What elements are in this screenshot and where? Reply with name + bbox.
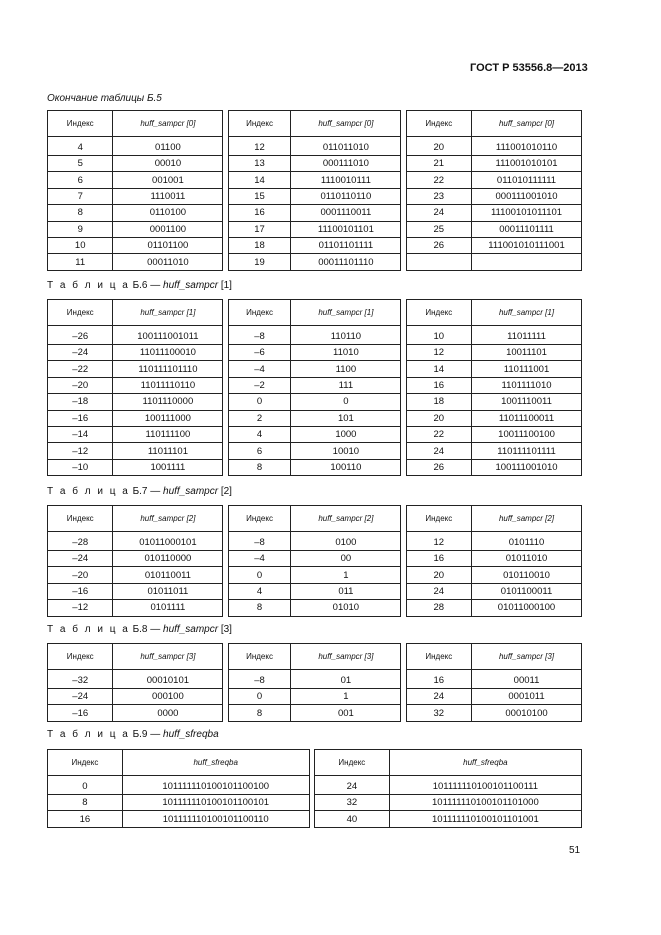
column-header-code: huff_sampcr [3] xyxy=(291,644,401,670)
cell-code: 1 xyxy=(291,689,401,705)
cell-index: –24 xyxy=(48,551,113,567)
cell-code: 1110011 xyxy=(113,188,223,204)
cell-index: –28 xyxy=(48,532,113,551)
cell-code: 110111001 xyxy=(472,361,582,377)
cell-index: 10 xyxy=(406,326,471,345)
table-row xyxy=(48,221,582,237)
cell-index: –8 xyxy=(228,670,291,689)
caption-b6-prefix: Т а б л и ц а xyxy=(47,280,130,291)
cell-index: 7 xyxy=(48,188,113,204)
cell-code: 01010 xyxy=(291,600,401,616)
cell-code: 00010101 xyxy=(113,670,223,689)
cell-index: 12 xyxy=(406,345,471,361)
cell-code: 011010111111 xyxy=(472,172,582,188)
table-row xyxy=(48,394,582,410)
column-header-index: Индекс xyxy=(314,750,389,776)
table-row xyxy=(48,443,582,459)
table-row xyxy=(48,237,582,253)
cell-code: 01101100 xyxy=(113,237,223,253)
column-header-index: Индекс xyxy=(228,506,291,532)
cell-index: 32 xyxy=(406,705,471,721)
cell-index: 12 xyxy=(406,532,471,551)
table-row xyxy=(48,583,582,599)
cell-code: 01011011 xyxy=(113,583,223,599)
table-row xyxy=(48,689,582,705)
cell-code: 0110110110 xyxy=(291,188,401,204)
cell-code: 11011101 xyxy=(113,443,223,459)
cell-index: 13 xyxy=(228,156,291,172)
cell-code: 01100 xyxy=(113,137,223,156)
cell-code: 0 xyxy=(291,394,401,410)
cell-index: 14 xyxy=(406,361,471,377)
column-header-code: huff_sampcr [1] xyxy=(113,300,223,326)
cell-code: 00010100 xyxy=(472,705,582,721)
caption-b9-num: Б.9 — xyxy=(132,729,161,740)
cell-index: 8 xyxy=(228,600,291,616)
cell-index: –14 xyxy=(48,426,113,442)
cell-index: –22 xyxy=(48,361,113,377)
caption-b7-prefix: Т а б л и ц а xyxy=(47,486,130,497)
cell-code: 11011100010 xyxy=(113,345,223,361)
caption-b6 xyxy=(47,280,232,291)
cell-code: 00011 xyxy=(472,670,582,689)
caption-b8-prefix: Т а б л и ц а xyxy=(47,624,130,635)
cell-code: 010110011 xyxy=(113,567,223,583)
cell-index: –6 xyxy=(228,345,291,361)
cell-code: 11011111 xyxy=(472,326,582,345)
cell-code: 011011010 xyxy=(291,137,401,156)
column-header-code: huff_sampcr [1] xyxy=(472,300,582,326)
cell-code: 10011100100 xyxy=(472,426,582,442)
column-header-index: Индекс xyxy=(406,111,471,137)
caption-b6-num: Б.6 — xyxy=(132,280,161,291)
caption-b8 xyxy=(47,624,232,635)
cell-code: 101111110100101100110 xyxy=(122,811,309,827)
table-b6-grid xyxy=(47,299,582,476)
column-header-code: huff_sampcr [1] xyxy=(291,300,401,326)
caption-b7-num: Б.7 — xyxy=(132,486,161,497)
cell-code: 00011101111 xyxy=(472,221,582,237)
cell-index: 21 xyxy=(406,156,471,172)
cell-index: 15 xyxy=(228,188,291,204)
cell-index: –32 xyxy=(48,670,113,689)
cell-code: 1101110000 xyxy=(113,394,223,410)
cell-index: 19 xyxy=(228,254,291,270)
table-row xyxy=(48,172,582,188)
caption-b9-prefix: Т а б л и ц а xyxy=(47,729,130,740)
column-header-index: Индекс xyxy=(48,111,113,137)
cell-index: –16 xyxy=(48,583,113,599)
table-row xyxy=(48,205,582,221)
cell-index: –24 xyxy=(48,345,113,361)
cell-index: 14 xyxy=(228,172,291,188)
cell-index: 8 xyxy=(48,205,113,221)
table-b9 xyxy=(47,749,582,828)
cell-code: 0110100 xyxy=(113,205,223,221)
column-header-code: huff_sampcr [3] xyxy=(472,644,582,670)
cell-code: 010110000 xyxy=(113,551,223,567)
cell-code: 10010 xyxy=(291,443,401,459)
cell-index: –20 xyxy=(48,377,113,393)
column-header-index: Индекс xyxy=(48,300,113,326)
column-header-index: Индекс xyxy=(48,506,113,532)
cell-code: 00 xyxy=(291,551,401,567)
cell-index: –8 xyxy=(228,532,291,551)
cell-code: 01011010 xyxy=(472,551,582,567)
cell-index: –12 xyxy=(48,443,113,459)
cell-code: 01101101111 xyxy=(291,237,401,253)
cell-code: 0001100 xyxy=(113,221,223,237)
table-row xyxy=(48,811,582,827)
caption-b9 xyxy=(47,729,219,740)
cell-index: –2 xyxy=(228,377,291,393)
table-row xyxy=(48,705,582,721)
cell-index: 0 xyxy=(48,776,123,795)
cell-index: 10 xyxy=(48,237,113,253)
cell-code: 0101111 xyxy=(113,600,223,616)
cell-code: 11100101101 xyxy=(291,221,401,237)
cell-index: 11 xyxy=(48,254,113,270)
column-header-code: huff_sampcr [2] xyxy=(113,506,223,532)
cell-code: 0001110011 xyxy=(291,205,401,221)
column-header-index: Индекс xyxy=(48,750,123,776)
cell-code: 111 xyxy=(291,377,401,393)
cell-code: 000100 xyxy=(113,689,223,705)
cell-index: 22 xyxy=(406,172,471,188)
caption-b7 xyxy=(47,486,232,497)
table-header-row xyxy=(48,506,582,532)
cell-code: 111001010110 xyxy=(472,137,582,156)
cell-code: 101111110100101101001 xyxy=(389,811,581,827)
cell-code: 0100 xyxy=(291,532,401,551)
cell-code: 100111000 xyxy=(113,410,223,426)
cell-code: 000111010 xyxy=(291,156,401,172)
cell-index: –24 xyxy=(48,689,113,705)
cell-code: 1001111 xyxy=(113,459,223,475)
column-header-code: huff_sfreqba xyxy=(389,750,581,776)
table-b9-grid xyxy=(47,749,582,828)
cell-code: 100110 xyxy=(291,459,401,475)
cell-code: 101 xyxy=(291,410,401,426)
table-row xyxy=(48,188,582,204)
column-header-code: huff_sampcr [0] xyxy=(472,111,582,137)
table-b5 xyxy=(47,110,582,271)
cell-code: 0001011 xyxy=(472,689,582,705)
cell-code: 100111001010 xyxy=(472,459,582,475)
cell-index: 0 xyxy=(228,689,291,705)
cell-index: 0 xyxy=(228,394,291,410)
cell-index: 5 xyxy=(48,156,113,172)
cell-code: 001 xyxy=(291,705,401,721)
table-b8 xyxy=(47,643,582,722)
cell-index: 4 xyxy=(228,583,291,599)
cell-code: 11010 xyxy=(291,345,401,361)
caption-b8-title: huff_sampcr xyxy=(163,624,219,635)
cell-code: 101111110100101100100 xyxy=(122,776,309,795)
column-header-index: Индекс xyxy=(228,300,291,326)
cell-code: 100111001011 xyxy=(113,326,223,345)
cell-code: 110111101110 xyxy=(113,361,223,377)
table-row xyxy=(48,254,582,270)
column-header-index: Индекс xyxy=(406,300,471,326)
table-row xyxy=(48,600,582,616)
table-header-row xyxy=(48,750,582,776)
cell-index: –16 xyxy=(48,410,113,426)
page-header: ГОСТ Р 53556.8—2013 xyxy=(470,62,588,74)
cell-index: 24 xyxy=(406,583,471,599)
cell-index: –20 xyxy=(48,567,113,583)
column-header-index: Индекс xyxy=(406,506,471,532)
column-header-code: huff_sfreqba xyxy=(122,750,309,776)
cell-index xyxy=(406,254,471,270)
cell-index: 0 xyxy=(228,567,291,583)
cell-code: 101111110100101100111 xyxy=(389,776,581,795)
cell-code: 01011000101 xyxy=(113,532,223,551)
cell-index: 12 xyxy=(228,137,291,156)
cell-index: 8 xyxy=(48,795,123,811)
column-header-index: Индекс xyxy=(228,111,291,137)
cell-index: 28 xyxy=(406,600,471,616)
cell-index: 25 xyxy=(406,221,471,237)
caption-b5: Окончание таблицы Б.5 xyxy=(47,93,162,104)
cell-index: 23 xyxy=(406,188,471,204)
cell-code: 1000 xyxy=(291,426,401,442)
cell-index: –8 xyxy=(228,326,291,345)
cell-index: 24 xyxy=(406,205,471,221)
caption-b9-title: huff_sfreqba xyxy=(163,729,219,740)
page-number: 51 xyxy=(569,845,581,856)
caption-b7-title: huff_sampcr xyxy=(163,486,219,497)
table-row xyxy=(48,776,582,795)
cell-code: 0101100011 xyxy=(472,583,582,599)
table-row xyxy=(48,361,582,377)
cell-index: –10 xyxy=(48,459,113,475)
cell-code: 101111110100101100101 xyxy=(122,795,309,811)
caption-b6-suffix: [1] xyxy=(220,280,232,291)
cell-code: 110111101111 xyxy=(472,443,582,459)
cell-index: –16 xyxy=(48,705,113,721)
cell-index: 2 xyxy=(228,410,291,426)
table-b6 xyxy=(47,299,582,476)
cell-index: 24 xyxy=(314,776,389,795)
table-row xyxy=(48,377,582,393)
cell-index: 8 xyxy=(228,705,291,721)
column-header-code: huff_sampcr [2] xyxy=(291,506,401,532)
column-header-index: Индекс xyxy=(406,644,471,670)
cell-code: 11011100011 xyxy=(472,410,582,426)
caption-b7-suffix: [2] xyxy=(220,486,232,497)
cell-code: 10011101 xyxy=(472,345,582,361)
cell-index: –26 xyxy=(48,326,113,345)
cell-index: 40 xyxy=(314,811,389,827)
caption-b6-title: huff_sampcr xyxy=(163,280,219,291)
cell-code: 00011101110 xyxy=(291,254,401,270)
cell-index: –12 xyxy=(48,600,113,616)
cell-index: 9 xyxy=(48,221,113,237)
cell-index: –4 xyxy=(228,361,291,377)
cell-code: 0101110 xyxy=(472,532,582,551)
cell-index: 22 xyxy=(406,426,471,442)
table-b5-grid xyxy=(47,110,582,271)
table-b7-grid xyxy=(47,505,582,617)
cell-index: 16 xyxy=(406,670,471,689)
column-header-code: huff_sampcr [0] xyxy=(291,111,401,137)
cell-index: 17 xyxy=(228,221,291,237)
table-row xyxy=(48,410,582,426)
cell-code: 000111001010 xyxy=(472,188,582,204)
cell-code: 1 xyxy=(291,567,401,583)
cell-code: 1001110011 xyxy=(472,394,582,410)
table-row xyxy=(48,137,582,156)
cell-index: 26 xyxy=(406,459,471,475)
table-row xyxy=(48,345,582,361)
column-header-index: Индекс xyxy=(228,644,291,670)
cell-index: 20 xyxy=(406,137,471,156)
cell-index: 16 xyxy=(406,377,471,393)
cell-index: 24 xyxy=(406,689,471,705)
cell-code xyxy=(472,254,582,270)
table-b8-grid xyxy=(47,643,582,722)
cell-code: 11100101011101 xyxy=(472,205,582,221)
table-b7 xyxy=(47,505,582,617)
column-header-code: huff_sampcr [2] xyxy=(472,506,582,532)
table-row xyxy=(48,551,582,567)
cell-code: 1100 xyxy=(291,361,401,377)
cell-code: 001001 xyxy=(113,172,223,188)
cell-code: 0000 xyxy=(113,705,223,721)
cell-code: 111001010101 xyxy=(472,156,582,172)
cell-index: 18 xyxy=(406,394,471,410)
caption-b8-suffix: [3] xyxy=(220,624,232,635)
cell-code: 011 xyxy=(291,583,401,599)
cell-code: 00011010 xyxy=(113,254,223,270)
cell-code: 110111100 xyxy=(113,426,223,442)
cell-index: 16 xyxy=(406,551,471,567)
table-header-row xyxy=(48,300,582,326)
table-row xyxy=(48,670,582,689)
cell-code: 01 xyxy=(291,670,401,689)
cell-code: 110110 xyxy=(291,326,401,345)
cell-code: 101111110100101101000 xyxy=(389,795,581,811)
table-header-row xyxy=(48,644,582,670)
caption-b8-num: Б.8 — xyxy=(132,624,161,635)
column-header-code: huff_sampcr [0] xyxy=(113,111,223,137)
cell-index: 20 xyxy=(406,410,471,426)
cell-code: 1110010111 xyxy=(291,172,401,188)
cell-index: 26 xyxy=(406,237,471,253)
cell-index: 4 xyxy=(228,426,291,442)
cell-index: 32 xyxy=(314,795,389,811)
table-header-row xyxy=(48,111,582,137)
cell-index: –18 xyxy=(48,394,113,410)
column-header-index: Индекс xyxy=(48,644,113,670)
cell-code: 00010 xyxy=(113,156,223,172)
table-row xyxy=(48,326,582,345)
table-row xyxy=(48,426,582,442)
table-row xyxy=(48,532,582,551)
table-row xyxy=(48,795,582,811)
cell-index: 16 xyxy=(48,811,123,827)
cell-index: 6 xyxy=(228,443,291,459)
column-header-code: huff_sampcr [3] xyxy=(113,644,223,670)
cell-index: –4 xyxy=(228,551,291,567)
cell-code: 010110010 xyxy=(472,567,582,583)
cell-index: 20 xyxy=(406,567,471,583)
cell-code: 1101111010 xyxy=(472,377,582,393)
table-row xyxy=(48,459,582,475)
cell-index: 4 xyxy=(48,137,113,156)
cell-code: 111001010111001 xyxy=(472,237,582,253)
cell-index: 18 xyxy=(228,237,291,253)
cell-code: 11011110110 xyxy=(113,377,223,393)
cell-index: 24 xyxy=(406,443,471,459)
cell-index: 16 xyxy=(228,205,291,221)
table-row xyxy=(48,156,582,172)
cell-index: 6 xyxy=(48,172,113,188)
table-row xyxy=(48,567,582,583)
cell-index: 8 xyxy=(228,459,291,475)
cell-code: 01011000100 xyxy=(472,600,582,616)
